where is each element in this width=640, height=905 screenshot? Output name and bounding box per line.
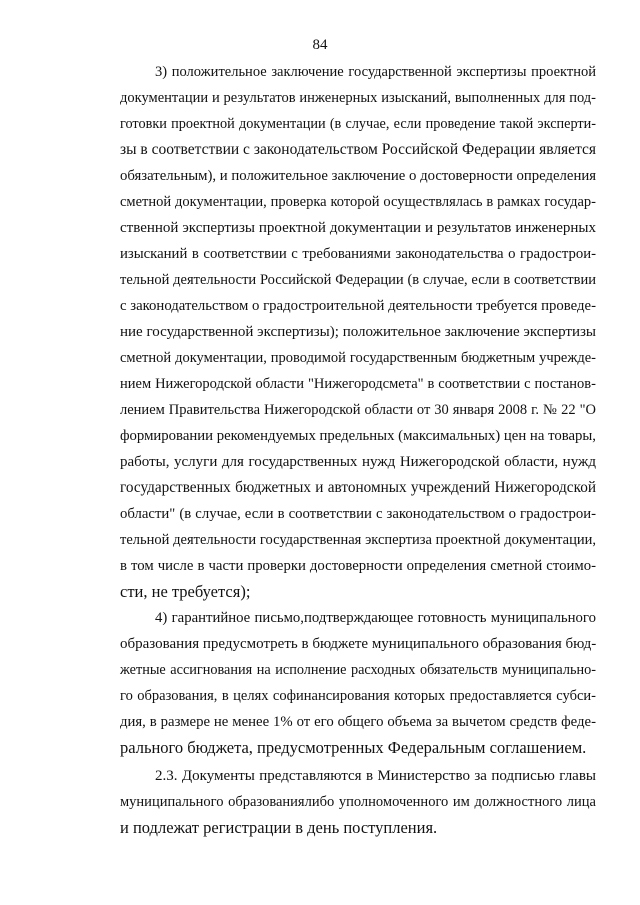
text-line: сти, не требуется); [120, 582, 251, 601]
text-line: с законодательством о градостроительной деятельности требуется проведе- [120, 298, 596, 314]
text-line: 4) гарантийное письмо,подтверждающее готовность муниципального [155, 610, 596, 626]
text-line: тельной деятельности Российской Федерации (в случае, если в соответствии [120, 272, 596, 288]
text-line: и подлежат регистрации в день поступления. [120, 818, 438, 837]
text-line: в том числе в части проверки достоверности определения сметной стоимо- [120, 558, 596, 574]
text-line: зы в соответствии с законодательством Российской Федерации является [120, 141, 597, 158]
text-line: жетные ассигнования на исполнение расходных обязательств муниципально- [120, 662, 596, 678]
text-line: государственных бюджетных и автономных учреждений Нижегородской [120, 479, 596, 496]
text-line: формировании рекомендуемых предельных (максимальных) цен на товары, [120, 428, 596, 444]
text-line: образования предусмотреть в бюджете муниципального образования бюд- [120, 636, 597, 652]
text-line: документации и результатов инженерных изысканий, выполненных для под- [120, 90, 596, 106]
text-line: ние государственной экспертизы); положительное заключение экспертизы [120, 324, 596, 340]
text-line: ственной экспертизы проектной документации и результатов инженерных [120, 220, 596, 236]
text-line: тельной деятельности государственная экспертиза проектной документации, [120, 532, 596, 548]
text-line: дия, в размере не менее 1% от его общего объема за вычетом средств феде- [120, 714, 596, 730]
text-line: сметной документации, проводимой государственным бюджетным учрежде- [120, 350, 596, 366]
text-line: рального бюджета, предусмотренных Федеральным соглашением. [120, 738, 587, 757]
text-line: области" (в случае, если в соответствии с законодательством о градострои- [120, 506, 596, 522]
text-line: готовки проектной документации (в случае, если проведение такой эксперти- [120, 116, 596, 132]
text-line: лением Правительства Нижегородской области от 30 января 2008 г. № 22 "О [120, 402, 596, 418]
text-line: нием Нижегородской области "Нижегородсмета" в соответствии с постанов- [120, 376, 596, 392]
text-line: 3) положительное заключение государственной экспертизы проектной [155, 64, 596, 80]
text-line: работы, услуги для государственных нужд Нижегородской области, нужд [120, 454, 596, 470]
text-line: сметной документации, проверка которой осуществлялась в рамках государ- [120, 194, 596, 210]
text-line: го образования, в целях софинансирования которых предоставляется субси- [120, 688, 596, 704]
page-number: 84 [312, 37, 328, 53]
text-line: обязательным), и положительное заключение о достоверности определения [120, 168, 597, 184]
text-line: 2.3. Документы представляются в Министерство за подписью главы [155, 768, 596, 784]
text-line: муниципального образованиялибо уполномоченного им должностного лица [120, 794, 596, 810]
text-line: изысканий в соответствии с требованиями законодательства о градострои- [120, 246, 596, 262]
